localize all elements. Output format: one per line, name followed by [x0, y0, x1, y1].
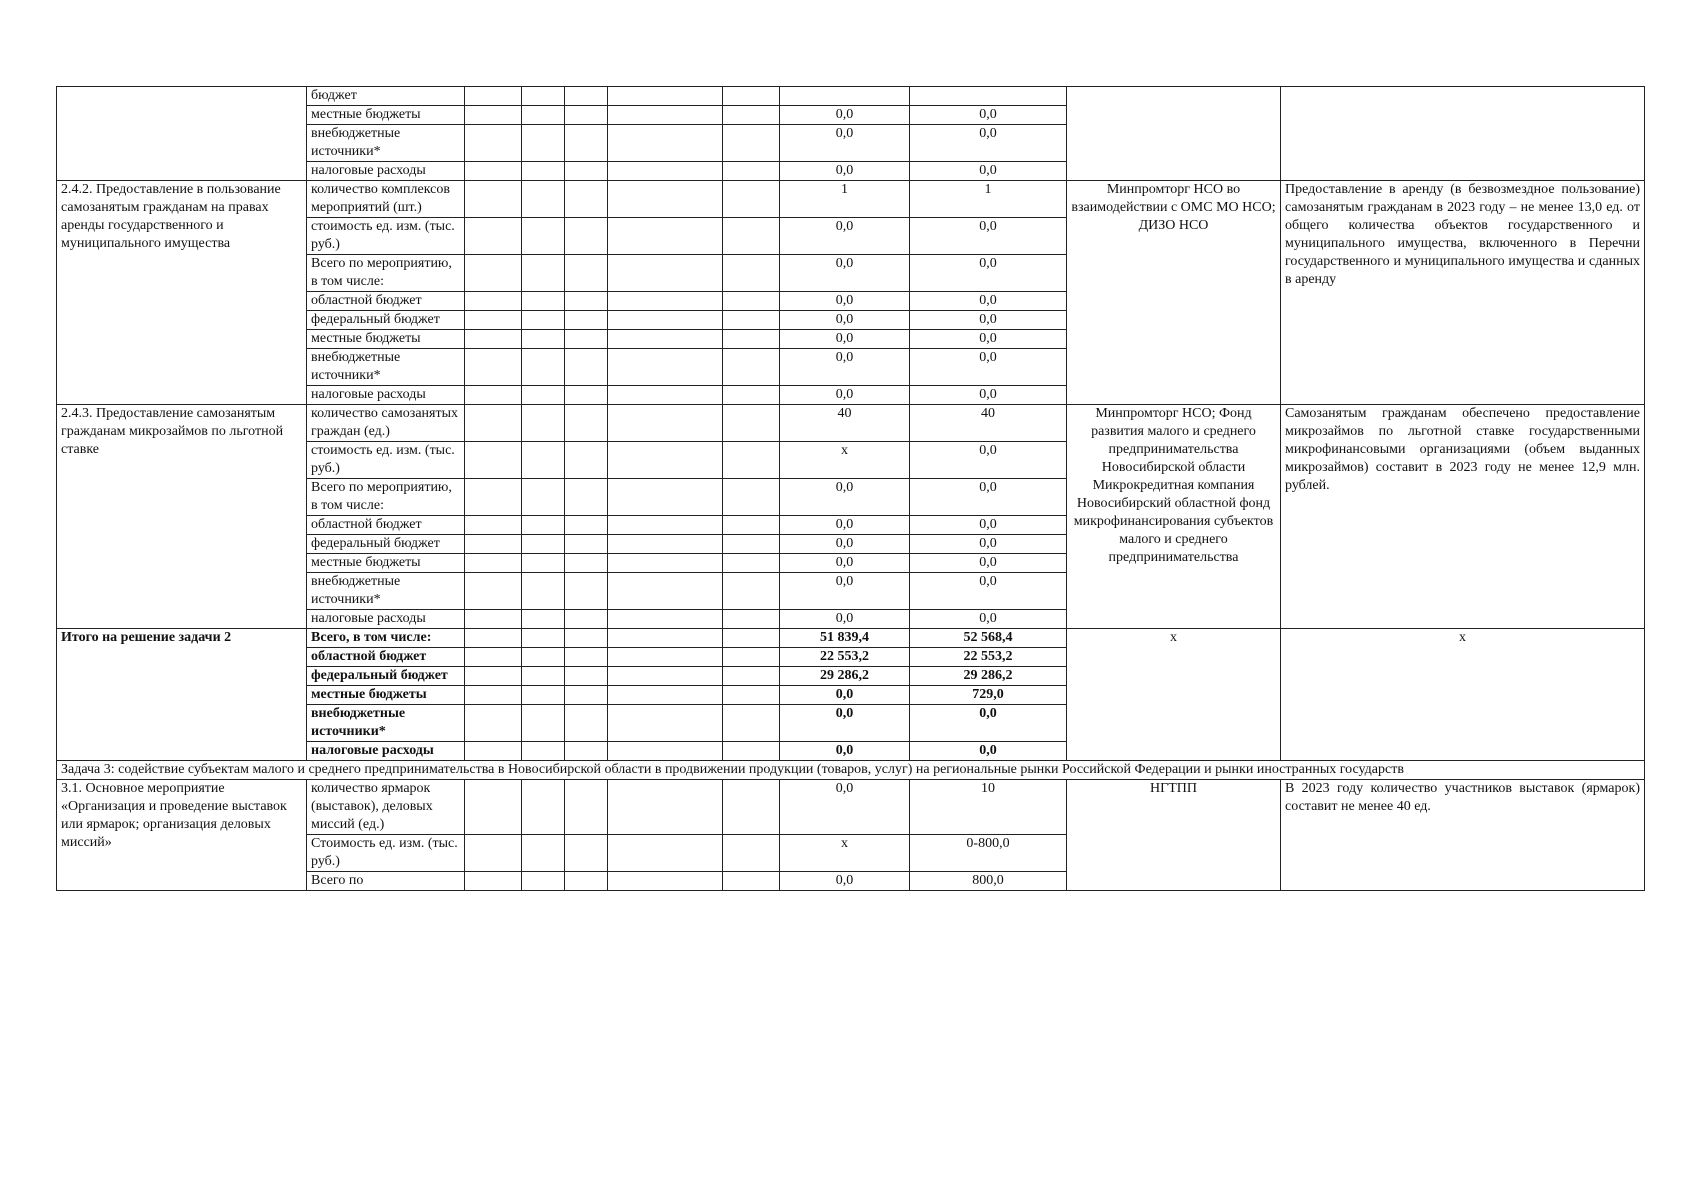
indicator-label: бюджет — [307, 87, 465, 106]
empty-cell — [608, 573, 723, 610]
empty-cell — [465, 629, 522, 648]
empty-cell — [608, 330, 723, 349]
empty-cell — [465, 479, 522, 516]
indicator-label: внебюджетные источники* — [307, 573, 465, 610]
value-2022: 0,0 — [780, 162, 910, 181]
empty-cell — [565, 780, 608, 835]
value-2023: 0,0 — [910, 610, 1067, 629]
indicator-label: федеральный бюджет — [307, 535, 465, 554]
empty-cell — [565, 573, 608, 610]
value-2022: 0,0 — [780, 554, 910, 573]
table-row — [57, 629, 1645, 648]
indicator-label: налоговые расходы — [307, 162, 465, 181]
value-2022: 0,0 — [780, 742, 910, 761]
empty-cell — [565, 554, 608, 573]
expected-result-cell — [1281, 87, 1645, 181]
executor-cell: x — [1067, 629, 1281, 761]
empty-cell — [723, 330, 780, 349]
empty-cell — [608, 705, 723, 742]
empty-cell — [565, 349, 608, 386]
empty-cell — [522, 516, 565, 535]
value-2022: 0,0 — [780, 386, 910, 405]
empty-cell — [608, 386, 723, 405]
empty-cell — [522, 330, 565, 349]
empty-cell — [522, 218, 565, 255]
empty-cell — [522, 405, 565, 442]
value-2022: 0,0 — [780, 872, 910, 891]
empty-cell — [522, 835, 565, 872]
empty-cell — [608, 311, 723, 330]
empty-cell — [723, 554, 780, 573]
empty-cell — [465, 742, 522, 761]
value-2023: 0,0 — [910, 162, 1067, 181]
empty-cell — [565, 87, 608, 106]
empty-cell — [723, 162, 780, 181]
value-2022: 0,0 — [780, 573, 910, 610]
empty-cell — [522, 106, 565, 125]
empty-cell — [723, 742, 780, 761]
empty-cell — [565, 610, 608, 629]
indicator-label: налоговые расходы — [307, 610, 465, 629]
indicator-label: стоимость ед. изм. (тыс. руб.) — [307, 442, 465, 479]
indicator-label: количество самозанятых граждан (ед.) — [307, 405, 465, 442]
empty-cell — [522, 705, 565, 742]
value-2023: 0,0 — [910, 386, 1067, 405]
table-row — [57, 87, 1645, 106]
empty-cell — [465, 872, 522, 891]
empty-cell — [465, 535, 522, 554]
empty-cell — [723, 479, 780, 516]
empty-cell — [608, 106, 723, 125]
empty-cell — [723, 87, 780, 106]
empty-cell — [723, 106, 780, 125]
empty-cell — [465, 87, 522, 106]
empty-cell — [723, 442, 780, 479]
value-2022: x — [780, 442, 910, 479]
empty-cell — [723, 573, 780, 610]
empty-cell — [465, 386, 522, 405]
value-2023: 800,0 — [910, 872, 1067, 891]
empty-cell — [522, 686, 565, 705]
empty-cell — [565, 255, 608, 292]
indicator-label: федеральный бюджет — [307, 667, 465, 686]
empty-cell — [522, 629, 565, 648]
task-row — [57, 761, 1645, 780]
empty-cell — [465, 554, 522, 573]
empty-cell — [465, 442, 522, 479]
empty-cell — [565, 648, 608, 667]
indicator-label: местные бюджеты — [307, 554, 465, 573]
document-page — [56, 86, 1644, 891]
empty-cell — [465, 311, 522, 330]
empty-cell — [465, 405, 522, 442]
value-2023: 0,0 — [910, 330, 1067, 349]
expected-result-cell: В 2023 году количество участников выставок (ярмарок) составит не менее 40 ед. — [1281, 780, 1645, 891]
executor-cell: Минпромторг НСО; Фонд развития малого и среднего предпринимательства Новосибирской области Микрокредитная компания Новосибирский областной фонд микрофинансирования субъектов малого и среднего предпринимательства — [1067, 405, 1281, 629]
indicator-label: местные бюджеты — [307, 686, 465, 705]
empty-cell — [723, 311, 780, 330]
value-2023: 0,0 — [910, 125, 1067, 162]
value-2023: 0,0 — [910, 442, 1067, 479]
value-2022: 0,0 — [780, 125, 910, 162]
indicator-label: Всего по мероприятию, в том числе: — [307, 479, 465, 516]
empty-cell — [565, 516, 608, 535]
empty-cell — [565, 162, 608, 181]
empty-cell — [608, 292, 723, 311]
measure-name: 2.4.2. Предоставление в пользование самозанятым гражданам на правах аренды государственного и муниципального имущества — [57, 181, 307, 405]
indicator-label: внебюджетные источники* — [307, 705, 465, 742]
value-2023: 0,0 — [910, 705, 1067, 742]
empty-cell — [522, 386, 565, 405]
executor-cell — [1067, 87, 1281, 181]
indicator-label: Всего, в том числе: — [307, 629, 465, 648]
empty-cell — [565, 686, 608, 705]
value-2023: 0,0 — [910, 554, 1067, 573]
empty-cell — [465, 780, 522, 835]
empty-cell — [565, 218, 608, 255]
value-2022: 0,0 — [780, 686, 910, 705]
empty-cell — [522, 573, 565, 610]
empty-cell — [522, 780, 565, 835]
empty-cell — [723, 349, 780, 386]
value-2023: 0,0 — [910, 106, 1067, 125]
empty-cell — [723, 686, 780, 705]
value-2023: 0,0 — [910, 516, 1067, 535]
empty-cell — [565, 705, 608, 742]
indicator-label: налоговые расходы — [307, 386, 465, 405]
empty-cell — [465, 648, 522, 667]
empty-cell — [465, 125, 522, 162]
empty-cell — [608, 181, 723, 218]
empty-cell — [465, 667, 522, 686]
empty-cell — [465, 705, 522, 742]
measure-name — [57, 87, 307, 181]
empty-cell — [608, 667, 723, 686]
measure-name: Итого на решение задачи 2 — [57, 629, 307, 761]
table-row — [57, 405, 1645, 442]
empty-cell — [608, 780, 723, 835]
value-2022: 0,0 — [780, 255, 910, 292]
empty-cell — [565, 405, 608, 442]
value-2023: 0,0 — [910, 742, 1067, 761]
empty-cell — [522, 162, 565, 181]
value-2022: 0,0 — [780, 705, 910, 742]
indicator-label: федеральный бюджет — [307, 311, 465, 330]
value-2022: 22 553,2 — [780, 648, 910, 667]
indicator-label: внебюджетные источники* — [307, 125, 465, 162]
value-2023: 0,0 — [910, 573, 1067, 610]
empty-cell — [465, 349, 522, 386]
value-2023: 40 — [910, 405, 1067, 442]
empty-cell — [522, 181, 565, 218]
empty-cell — [608, 648, 723, 667]
empty-cell — [565, 106, 608, 125]
empty-cell — [522, 87, 565, 106]
empty-cell — [608, 742, 723, 761]
empty-cell — [522, 311, 565, 330]
empty-cell — [522, 479, 565, 516]
empty-cell — [465, 330, 522, 349]
value-2022: 0,0 — [780, 479, 910, 516]
value-2023: 729,0 — [910, 686, 1067, 705]
empty-cell — [522, 742, 565, 761]
empty-cell — [723, 125, 780, 162]
empty-cell — [608, 872, 723, 891]
empty-cell — [565, 872, 608, 891]
value-2022: x — [780, 835, 910, 872]
empty-cell — [522, 349, 565, 386]
indicator-label: Всего по мероприятию, в том числе: — [307, 255, 465, 292]
empty-cell — [608, 349, 723, 386]
expected-result-cell: Самозанятым гражданам обеспечено предоставление микрозаймов по льготной ставке государственными микрофинансовыми организациями (объем выданных микрозаймов) составит в 2023 году не менее 12,9 млн. рублей. — [1281, 405, 1645, 629]
empty-cell — [608, 629, 723, 648]
empty-cell — [565, 311, 608, 330]
value-2023: 0,0 — [910, 311, 1067, 330]
value-2023: 0,0 — [910, 535, 1067, 554]
empty-cell — [723, 255, 780, 292]
indicator-label: Всего по — [307, 872, 465, 891]
empty-cell — [465, 106, 522, 125]
empty-cell — [565, 125, 608, 162]
indicator-label: областной бюджет — [307, 648, 465, 667]
indicator-label: количество ярмарок (выставок), деловых миссий (ед.) — [307, 780, 465, 835]
empty-cell — [565, 330, 608, 349]
empty-cell — [465, 181, 522, 218]
empty-cell — [565, 667, 608, 686]
value-2022: 1 — [780, 181, 910, 218]
value-2023: 0,0 — [910, 349, 1067, 386]
expected-result-cell: x — [1281, 629, 1645, 761]
value-2022: 0,0 — [780, 349, 910, 386]
empty-cell — [723, 610, 780, 629]
empty-cell — [522, 667, 565, 686]
value-2023: 22 553,2 — [910, 648, 1067, 667]
indicator-label: местные бюджеты — [307, 330, 465, 349]
value-2023: 52 568,4 — [910, 629, 1067, 648]
value-2022: 0,0 — [780, 780, 910, 835]
empty-cell — [723, 535, 780, 554]
empty-cell — [608, 835, 723, 872]
empty-cell — [608, 535, 723, 554]
empty-cell — [723, 667, 780, 686]
empty-cell — [565, 292, 608, 311]
empty-cell — [465, 516, 522, 535]
empty-cell — [608, 554, 723, 573]
value-2023: 10 — [910, 780, 1067, 835]
empty-cell — [723, 629, 780, 648]
value-2023: 0,0 — [910, 218, 1067, 255]
indicator-label: стоимость ед. изм. (тыс. руб.) — [307, 218, 465, 255]
empty-cell — [522, 125, 565, 162]
value-2023: 29 286,2 — [910, 667, 1067, 686]
measure-name: 2.4.3. Предоставление самозанятым гражданам микрозаймов по льготной ставке — [57, 405, 307, 629]
value-2022: 0,0 — [780, 330, 910, 349]
value-2022: 0,0 — [780, 218, 910, 255]
empty-cell — [565, 835, 608, 872]
value-2022: 0,0 — [780, 106, 910, 125]
value-2023: 1 — [910, 181, 1067, 218]
empty-cell — [465, 686, 522, 705]
empty-cell — [565, 629, 608, 648]
empty-cell — [522, 872, 565, 891]
indicator-label: налоговые расходы — [307, 742, 465, 761]
empty-cell — [522, 554, 565, 573]
empty-cell — [723, 292, 780, 311]
empty-cell — [608, 87, 723, 106]
empty-cell — [465, 610, 522, 629]
empty-cell — [723, 181, 780, 218]
empty-cell — [565, 442, 608, 479]
indicator-label: областной бюджет — [307, 516, 465, 535]
measure-name: 3.1. Основное мероприятие «Организация и проведение выставок или ярмарок; организация деловых миссий» — [57, 780, 307, 891]
program-measures-table — [56, 86, 1645, 891]
indicator-label: количество комплексов мероприятий (шт.) — [307, 181, 465, 218]
value-2022: 0,0 — [780, 311, 910, 330]
empty-cell — [723, 780, 780, 835]
empty-cell — [565, 535, 608, 554]
indicator-label: областной бюджет — [307, 292, 465, 311]
empty-cell — [465, 292, 522, 311]
empty-cell — [608, 125, 723, 162]
empty-cell — [608, 405, 723, 442]
empty-cell — [608, 686, 723, 705]
empty-cell — [608, 479, 723, 516]
table-row — [57, 181, 1645, 218]
empty-cell — [465, 573, 522, 610]
indicator-label: Стоимость ед. изм. (тыс. руб.) — [307, 835, 465, 872]
empty-cell — [723, 516, 780, 535]
empty-cell — [465, 255, 522, 292]
empty-cell — [723, 648, 780, 667]
empty-cell — [723, 386, 780, 405]
empty-cell — [723, 705, 780, 742]
value-2022: 0,0 — [780, 292, 910, 311]
empty-cell — [608, 610, 723, 629]
table-row — [57, 780, 1645, 835]
value-2022: 29 286,2 — [780, 667, 910, 686]
empty-cell — [723, 835, 780, 872]
empty-cell — [465, 835, 522, 872]
empty-cell — [522, 255, 565, 292]
empty-cell — [565, 181, 608, 218]
executor-cell: Минпромторг НСО во взаимодействии с ОМС МО НСО; ДИЗО НСО — [1067, 181, 1281, 405]
empty-cell — [723, 872, 780, 891]
empty-cell — [565, 386, 608, 405]
empty-cell — [723, 405, 780, 442]
empty-cell — [608, 255, 723, 292]
value-2022: 0,0 — [780, 610, 910, 629]
empty-cell — [608, 162, 723, 181]
value-2023: 0-800,0 — [910, 835, 1067, 872]
empty-cell — [522, 610, 565, 629]
empty-cell — [465, 162, 522, 181]
empty-cell — [522, 442, 565, 479]
empty-cell — [565, 479, 608, 516]
empty-cell — [723, 218, 780, 255]
empty-cell — [608, 442, 723, 479]
value-2022 — [780, 87, 910, 106]
executor-cell: НГТПП — [1067, 780, 1281, 891]
empty-cell — [608, 516, 723, 535]
indicator-label: внебюджетные источники* — [307, 349, 465, 386]
value-2023: 0,0 — [910, 255, 1067, 292]
value-2022: 51 839,4 — [780, 629, 910, 648]
task-3-heading: Задача 3: содействие субъектам малого и среднего предпринимательства в Новосибирской области в продвижении продукции (товаров, услуг) на региональные рынки Российской Федерации и рынки иностранных государств — [57, 761, 1645, 780]
empty-cell — [565, 742, 608, 761]
value-2023: 0,0 — [910, 479, 1067, 516]
value-2022: 0,0 — [780, 516, 910, 535]
expected-result-cell: Предоставление в аренду (в безвозмездное пользование) самозанятым гражданам в 2023 году – не менее 13,0 ед. от общего количества объектов государственного и муниципального имущества, включенного в Перечни государственного и муниципального имущества и сданных в аренду — [1281, 181, 1645, 405]
indicator-label: местные бюджеты — [307, 106, 465, 125]
value-2022: 40 — [780, 405, 910, 442]
empty-cell — [522, 648, 565, 667]
empty-cell — [522, 292, 565, 311]
value-2022: 0,0 — [780, 535, 910, 554]
value-2023: 0,0 — [910, 292, 1067, 311]
empty-cell — [465, 218, 522, 255]
empty-cell — [608, 218, 723, 255]
value-2023 — [910, 87, 1067, 106]
empty-cell — [522, 535, 565, 554]
